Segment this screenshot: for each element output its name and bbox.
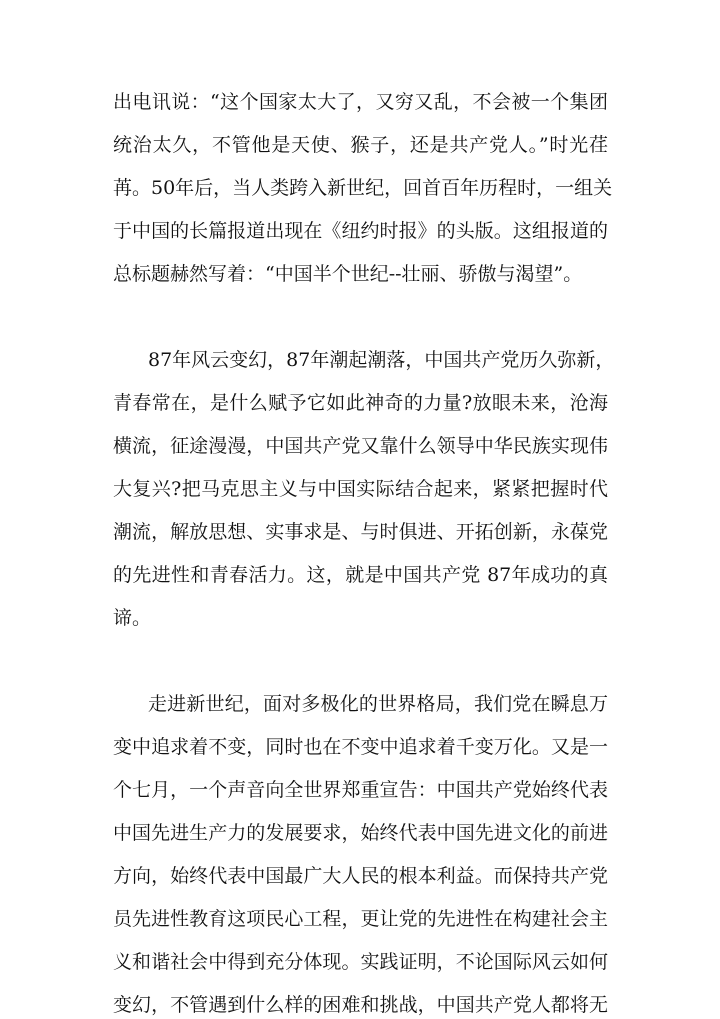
- paragraph-1-line-3: 苒。50年后，当人类跨入新世纪，回首百年历程时，一组关: [113, 177, 613, 199]
- paragraph-3-line-3: 个七月，一个声音向全世界郑重宣告：中国共产党始终代表: [113, 779, 608, 801]
- paragraph-1-line-2: 统治太久，不管他是天使、猴子，还是共产党人。”时光荏: [113, 134, 608, 156]
- paragraph-3-line-8: 变幻，不管遇到什么样的困难和挑战，中国共产党人都将无: [113, 994, 608, 1016]
- paragraph-1-line-1: 出电讯说：“这个国家太大了，又穷又乱，不会被一个集团: [113, 91, 608, 113]
- paragraph-2-line-3: 横流，征途漫漫，中国共产党又靠什么领导中华民族实现伟: [113, 435, 608, 457]
- paragraph-2-line-7: 谛。: [113, 607, 152, 629]
- paragraph-3-line-7: 义和谐社会中得到充分体现。实践证明，不论国际风云如何: [113, 951, 608, 973]
- paragraph-2-line-4: 大复兴?把马克思主义与中国实际结合起来，紧紧把握时代: [113, 478, 608, 500]
- paragraph-2-line-2: 青春常在，是什么赋予它如此神奇的力量?放眼未来，沧海: [113, 392, 608, 414]
- paragraph-2-line-5: 潮流，解放思想、实事求是、与时俱进、开拓创新，永葆党: [113, 521, 608, 543]
- paragraph-1-line-5: 总标题赫然写着：“中国半个世纪--壮丽、骄傲与渴望”。: [113, 263, 583, 285]
- paragraph-3-line-5: 方向，始终代表中国最广大人民的根本利益。而保持共产党: [113, 865, 608, 887]
- paragraph-3-line-1: 走进新世纪，面对多极化的世界格局，我们党在瞬息万: [148, 693, 608, 715]
- paragraph-3-line-4: 中国先进生产力的发展要求，始终代表中国先进文化的前进: [113, 822, 608, 844]
- paragraph-2-line-6: 的先进性和青春活力。这，就是中国共产党 87年成功的真: [113, 564, 608, 586]
- paragraph-1-line-4: 于中国的长篇报道出现在《纽约时报》的头版。这组报道的: [113, 220, 608, 242]
- paragraph-3-line-6: 员先进性教育这项民心工程，更让党的先进性在构建社会主: [113, 908, 608, 930]
- paragraph-2-line-1: 87年风云变幻，87年潮起潮落，中国共产党历久弥新，: [148, 349, 615, 371]
- paragraph-3-line-2: 变中追求着不变，同时也在不变中追求着千变万化。又是一: [113, 736, 608, 758]
